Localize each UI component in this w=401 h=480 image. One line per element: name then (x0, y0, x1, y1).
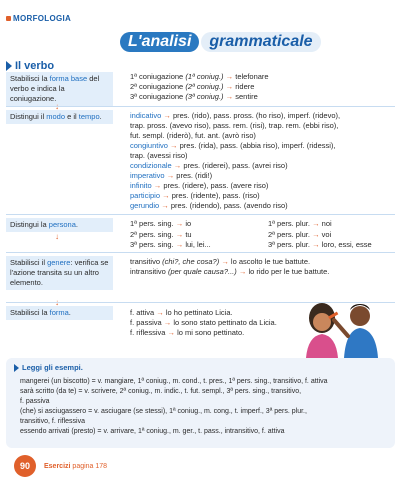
page-title (120, 32, 321, 52)
illustration-hair-combing (278, 300, 396, 358)
divider (6, 252, 395, 253)
forma-list: f. attiva → lo ho pettinato Licia. f. passiva → lo sono stato pettinato da Licia. f. riflessiva → lo mi sono pettinato. (130, 308, 277, 337)
persone-singolari: 1ª pers. sing. → io 2ª pers. sing. → tu 3ª pers. sing. → lui, lei... (130, 219, 211, 249)
title-part-1: L'analisi (120, 32, 199, 52)
section-tag: MORFOLOGIA (6, 14, 71, 23)
example-line: essendo arrivati (presto) = v. arrivare, 1ª coniug., m. ger., t. pass., intransitivo, f. attiva (20, 428, 285, 435)
exercises-link[interactable]: Esercizi pagina 178 (44, 463, 108, 470)
example-line: mangerei (un biscotto) = v. mangiare, 1ª coniug., m. cond., t. pres., 1ª pers. sing., transitivo, f. attiva (20, 378, 328, 385)
subheading: Il verbo (6, 60, 54, 72)
divider (6, 106, 395, 107)
divider (6, 214, 395, 215)
example-line: transitivo, f. riflessiva (20, 418, 85, 425)
coniug-row: 3ª coniugazione (3ª coniug.) → sentire (130, 92, 258, 101)
page-number: 90 (14, 455, 36, 477)
down-arrow-icon: ↓ (55, 232, 59, 241)
coniugazioni-list (130, 72, 269, 102)
coniug-row: 2ª coniugazione (2ª coniug.) → ridere (130, 82, 255, 91)
example-line: sarà scritto (da te) = v. scrivere, 2ª coniug., m. indic., t. fut. sempl., 3ª pers. sing., transitivo, (20, 388, 302, 395)
step-box-modo-tempo: Distingui il modo e il tempo. (6, 110, 113, 124)
top-color-bar (0, 0, 401, 6)
example-line: (che) si asciugassero = v. asciugare (se stessi), 1ª coniug., m. cong., t. imperf., 3ª pers. plur., (20, 408, 307, 415)
modi-tempi-list: indicativo → pres. (rido), pass. pross. (ho riso), imperf. (ridevo), trap. pross. (avevo riso), pass. rem. (risi), trap. rem. (ebbi riso), fut. sempl. (riderò), fut. ant. (avrò riso) congiuntivo → pres. (rida), pass. (abbia riso), imperf. (ridessi), trap. (avessi riso) condizionale → pres. (riderei), pass. (avrei riso) imperativo → pres. (ridi!) infinito → pres. (ridere), pass. (avere riso) participio → pres. (ridente), pass. (riso) gerundio → pres. (ridendo), pass. (avendo riso) (130, 111, 341, 210)
step-box-persona: Distingui la persona. (6, 218, 113, 232)
coniug-row: 1ª coniugazione (1ª coniug.) → telefonare (130, 72, 269, 81)
example-line: f. passiva (20, 398, 50, 405)
step-box-forma: Stabilisci la forma. (6, 306, 113, 320)
triangle-icon (14, 364, 19, 372)
examples-box (6, 358, 395, 448)
step-box-coniugazione: Stabilisci la forma base del verbo e indica la coniugazione. (6, 72, 113, 106)
section-dot-icon (6, 16, 11, 21)
examples-heading: Leggi gli esempi. (14, 363, 387, 373)
triangle-icon (6, 61, 12, 71)
title-part-2: grammaticale (201, 32, 320, 52)
step-box-genere: Stabilisci il genere: verifica se l'azione transita su un altro elemento. (6, 256, 113, 290)
genere-list: transitivo (chi?, che cosa?) → lo ascolto le tue battute. intransitivo (per quale causa?...) → lo rido per le tue battute. (130, 257, 330, 276)
persone-plurali: 1ª pers. plur. → noi 2ª pers. plur. → voi 3ª pers. plur. → loro, essi, esse (268, 219, 372, 249)
